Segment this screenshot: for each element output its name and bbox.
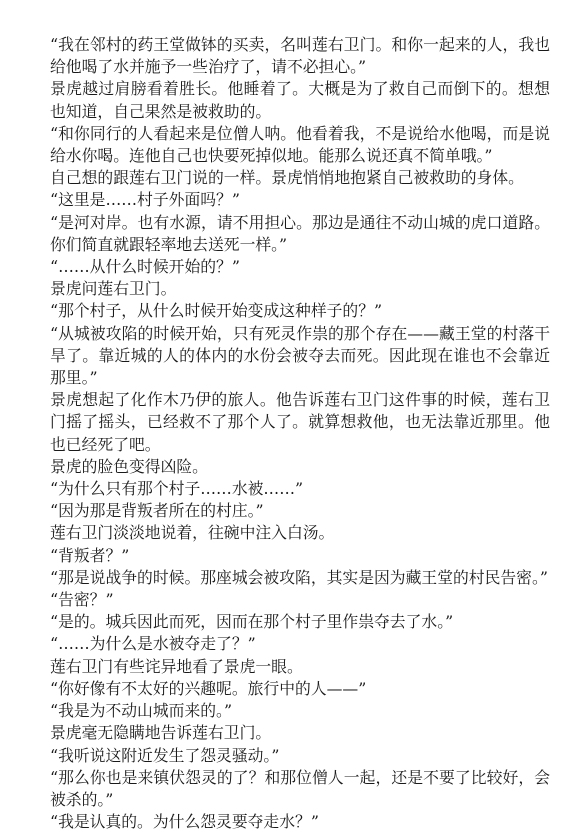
paragraph: 景虎毫无隐瞒地告诉莲右卫门。 bbox=[50, 723, 272, 743]
paragraph: “从城被攻陷的时候开始，只有死灵作祟的那个存在——藏王堂的村落干旱了。靠近城的人的体内的水份会被夺去而死。因此现在谁也不会靠近那里。” bbox=[50, 323, 550, 388]
paragraph: “因为那是背叛者所在的村庄。” bbox=[50, 501, 264, 521]
paragraph: “我听说这附近发生了怨灵骚动。” bbox=[50, 745, 280, 765]
paragraph: “是河对岸。也有水源，请不用担心。那边是通往不动山城的虎口道路。你们简直就跟轻率地去送死一样。” bbox=[50, 212, 550, 254]
paragraph: “我是为不动山城而来的。” bbox=[50, 701, 233, 721]
paragraph: “这里是……村子外面吗？” bbox=[50, 190, 240, 210]
paragraph: 景虎想起了化作木乃伊的旅人。他告诉莲右卫门这件事的时候，莲右卫门摇了摇头，已经救不了那个人了。就算想救他，也无法靠近那里。他也已经死了吧。 bbox=[50, 390, 550, 454]
paragraph: “我是认真的。为什么怨灵要夺走水？” bbox=[50, 812, 319, 832]
paragraph: 莲右卫门淡淡地说着，往碗中注入白汤。 bbox=[50, 523, 335, 543]
paragraph: 景虎问莲右卫门。 bbox=[50, 279, 177, 299]
paragraph: “那么你也是来镇伏怨灵的了？和那位僧人一起，还是不要了比较好，会被杀的。” bbox=[50, 767, 550, 809]
paragraph: “为什么只有那个村子……水被……” bbox=[50, 479, 304, 499]
paragraph: “是的。城兵因此而死，因而在那个村子里作祟夺去了水。” bbox=[50, 612, 454, 632]
paragraph: “我在邻村的药王堂做钵的买卖，名叫莲右卫门。和你一起来的人，我也给他喝了水并施予一些治疗了，请不必担心。” bbox=[50, 35, 550, 77]
paragraph: 莲右卫门有些诧异地看了景虎一眼。 bbox=[50, 656, 303, 676]
document-page bbox=[50, 34, 550, 833]
paragraph: “……从什么时候开始的？” bbox=[50, 257, 240, 277]
paragraph: 自己想的跟莲右卫门说的一样。景虎悄悄地抱紧自己被救助的身体。 bbox=[50, 168, 524, 188]
paragraph: “……为什么是水被夺走了？” bbox=[50, 634, 256, 654]
paragraph: “告密？” bbox=[50, 590, 114, 610]
paragraph: “那是说战争的时候。那座城会被攻陷，其实是因为藏王堂的村民告密。” bbox=[50, 567, 548, 587]
paragraph: 景虎的脸色变得凶险。 bbox=[50, 456, 208, 476]
paragraph: “背叛者？” bbox=[50, 545, 130, 565]
paragraph: “你好像有不太好的兴趣呢。旅行中的人——” bbox=[50, 678, 367, 698]
paragraph: “和你同行的人看起来是位僧人呐。他看着我，不是说给水他喝，而是说给水你喝。连他自己也快要死掉似地。能那么说还真不简单哦。” bbox=[50, 123, 550, 166]
paragraph: 景虎越过肩膀看着胜长。他睡着了。大概是为了救自己而倒下的。想想也知道，自己果然是被救助的。 bbox=[50, 79, 550, 121]
paragraph: “那个村子，从什么时候开始变成这种样子的？” bbox=[50, 301, 383, 321]
